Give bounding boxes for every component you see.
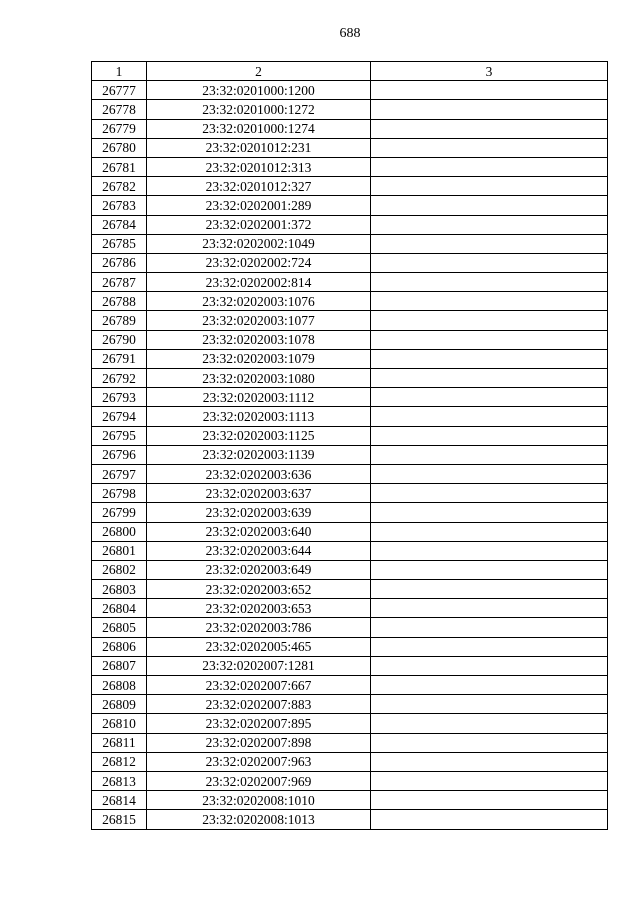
note-cell [371,138,608,157]
table-row [92,369,608,388]
row-number-cell: 26786 [92,253,147,272]
row-number-cell: 26794 [92,407,147,426]
row-number-cell: 26813 [92,771,147,790]
cadastral-number-cell: 23:32:0202003:637 [147,484,371,503]
table-row [92,771,608,790]
cadastral-number-cell: 23:32:0201012:327 [147,177,371,196]
note-cell [371,618,608,637]
cadastral-number-cell: 23:32:0202003:1077 [147,311,371,330]
cadastral-number-cell: 23:32:0202003:636 [147,464,371,483]
cadastral-number-cell: 23:32:0202001:372 [147,215,371,234]
column-header-3: 3 [371,62,608,81]
table-header-row [92,62,608,81]
row-number-cell: 26808 [92,676,147,695]
cadastral-number-cell: 23:32:0202007:969 [147,771,371,790]
note-cell [371,791,608,810]
cadastral-number-cell: 23:32:0202007:898 [147,733,371,752]
row-number-cell: 26803 [92,580,147,599]
table-row [92,407,608,426]
cadastral-number-cell: 23:32:0202007:1281 [147,656,371,675]
row-number-cell: 26814 [92,791,147,810]
table-row [92,580,608,599]
row-number-cell: 26781 [92,157,147,176]
row-number-cell: 26780 [92,138,147,157]
table-row [92,714,608,733]
cadastral-number-cell: 23:32:0202007:883 [147,695,371,714]
cadastral-number-cell: 23:32:0201000:1272 [147,100,371,119]
row-number-cell: 26811 [92,733,147,752]
cadastral-number-cell: 23:32:0202003:1125 [147,426,371,445]
table-row [92,273,608,292]
row-number-cell: 26812 [92,752,147,771]
table-row [92,464,608,483]
row-number-cell: 26778 [92,100,147,119]
table-row [92,618,608,637]
table-row [92,733,608,752]
row-number-cell: 26779 [92,119,147,138]
row-number-cell: 26801 [92,541,147,560]
note-cell [371,100,608,119]
cadastral-number-cell: 23:32:0201000:1274 [147,119,371,138]
row-number-cell: 26785 [92,234,147,253]
row-number-cell: 26790 [92,330,147,349]
table-row [92,292,608,311]
table-row [92,138,608,157]
table-row [92,791,608,810]
row-number-cell: 26796 [92,445,147,464]
note-cell [371,580,608,599]
note-cell [371,733,608,752]
note-cell [371,234,608,253]
table-row [92,177,608,196]
table-row [92,388,608,407]
cadastral-number-cell: 23:32:0202003:649 [147,560,371,579]
cadastral-number-cell: 23:32:0202003:1076 [147,292,371,311]
row-number-cell: 26783 [92,196,147,215]
table-row [92,484,608,503]
row-number-cell: 26807 [92,656,147,675]
row-number-cell: 26793 [92,388,147,407]
row-number-cell: 26804 [92,599,147,618]
note-cell [371,81,608,100]
table-row [92,311,608,330]
row-number-cell: 26787 [92,273,147,292]
table-row [92,599,608,618]
table-row [92,503,608,522]
row-number-cell: 26798 [92,484,147,503]
table-row [92,522,608,541]
note-cell [371,541,608,560]
column-header-1: 1 [92,62,147,81]
table-row [92,81,608,100]
row-number-cell: 26802 [92,560,147,579]
table-row [92,196,608,215]
note-cell [371,311,608,330]
cadastral-number-cell: 23:32:0202003:1080 [147,369,371,388]
note-cell [371,273,608,292]
row-number-cell: 26777 [92,81,147,100]
note-cell [371,119,608,138]
cadastral-number-cell: 23:32:0202005:465 [147,637,371,656]
note-cell [371,196,608,215]
row-number-cell: 26784 [92,215,147,234]
note-cell [371,388,608,407]
table-row [92,100,608,119]
row-number-cell: 26795 [92,426,147,445]
table-row [92,445,608,464]
row-number-cell: 26789 [92,311,147,330]
note-cell [371,637,608,656]
cadastral-number-cell: 23:32:0201012:313 [147,157,371,176]
note-cell [371,292,608,311]
cadastral-number-cell: 23:32:0202001:289 [147,196,371,215]
table-row [92,541,608,560]
note-cell [371,656,608,675]
table-row [92,157,608,176]
note-cell [371,426,608,445]
row-number-cell: 26815 [92,810,147,829]
cadastral-number-cell: 23:32:0202003:1079 [147,349,371,368]
note-cell [371,177,608,196]
note-cell [371,695,608,714]
cadastral-number-cell: 23:32:0202008:1010 [147,791,371,810]
cadastral-number-cell: 23:32:0202003:644 [147,541,371,560]
note-cell [371,349,608,368]
note-cell [371,714,608,733]
table-row [92,676,608,695]
table-row [92,656,608,675]
row-number-cell: 26797 [92,464,147,483]
row-number-cell: 26805 [92,618,147,637]
cadastral-number-cell: 23:32:0202003:1113 [147,407,371,426]
table-row [92,752,608,771]
cadastral-number-cell: 23:32:0202007:963 [147,752,371,771]
note-cell [371,560,608,579]
row-number-cell: 26806 [92,637,147,656]
row-number-cell: 26800 [92,522,147,541]
note-cell [371,752,608,771]
column-header-2: 2 [147,62,371,81]
table-row [92,349,608,368]
note-cell [371,484,608,503]
table-row [92,426,608,445]
note-cell [371,771,608,790]
note-cell [371,810,608,829]
note-cell [371,676,608,695]
row-number-cell: 26810 [92,714,147,733]
row-number-cell: 26788 [92,292,147,311]
cadastral-number-cell: 23:32:0202008:1013 [147,810,371,829]
note-cell [371,330,608,349]
note-cell [371,407,608,426]
table-row [92,253,608,272]
cadastral-number-cell: 23:32:0202007:667 [147,676,371,695]
cadastral-number-cell: 23:32:0202002:814 [147,273,371,292]
row-number-cell: 26809 [92,695,147,714]
note-cell [371,522,608,541]
row-number-cell: 26791 [92,349,147,368]
cadastral-number-cell: 23:32:0202007:895 [147,714,371,733]
note-cell [371,464,608,483]
cadastral-number-cell: 23:32:0202003:786 [147,618,371,637]
cadastral-number-cell: 23:32:0202003:1139 [147,445,371,464]
table-row [92,330,608,349]
cadastral-number-cell: 23:32:0201012:231 [147,138,371,157]
note-cell [371,599,608,618]
register-table [91,61,608,830]
table-row [92,560,608,579]
note-cell [371,369,608,388]
cadastral-number-cell: 23:32:0202003:652 [147,580,371,599]
cadastral-number-cell: 23:32:0202003:640 [147,522,371,541]
page-number: 688 [339,26,361,41]
note-cell [371,215,608,234]
note-cell [371,157,608,176]
row-number-cell: 26792 [92,369,147,388]
cadastral-number-cell: 23:32:0202003:1078 [147,330,371,349]
cadastral-number-cell: 23:32:0202003:639 [147,503,371,522]
cadastral-number-cell: 23:32:0201000:1200 [147,81,371,100]
cadastral-number-cell: 23:32:0202002:1049 [147,234,371,253]
note-cell [371,503,608,522]
table-body [92,81,608,829]
row-number-cell: 26782 [92,177,147,196]
cadastral-number-cell: 23:32:0202003:653 [147,599,371,618]
note-cell [371,445,608,464]
table-row [92,234,608,253]
note-cell [371,253,608,272]
table-row [92,695,608,714]
table-row [92,637,608,656]
table-row [92,215,608,234]
cadastral-number-cell: 23:32:0202002:724 [147,253,371,272]
table-row [92,810,608,829]
cadastral-number-cell: 23:32:0202003:1112 [147,388,371,407]
row-number-cell: 26799 [92,503,147,522]
table-row [92,119,608,138]
